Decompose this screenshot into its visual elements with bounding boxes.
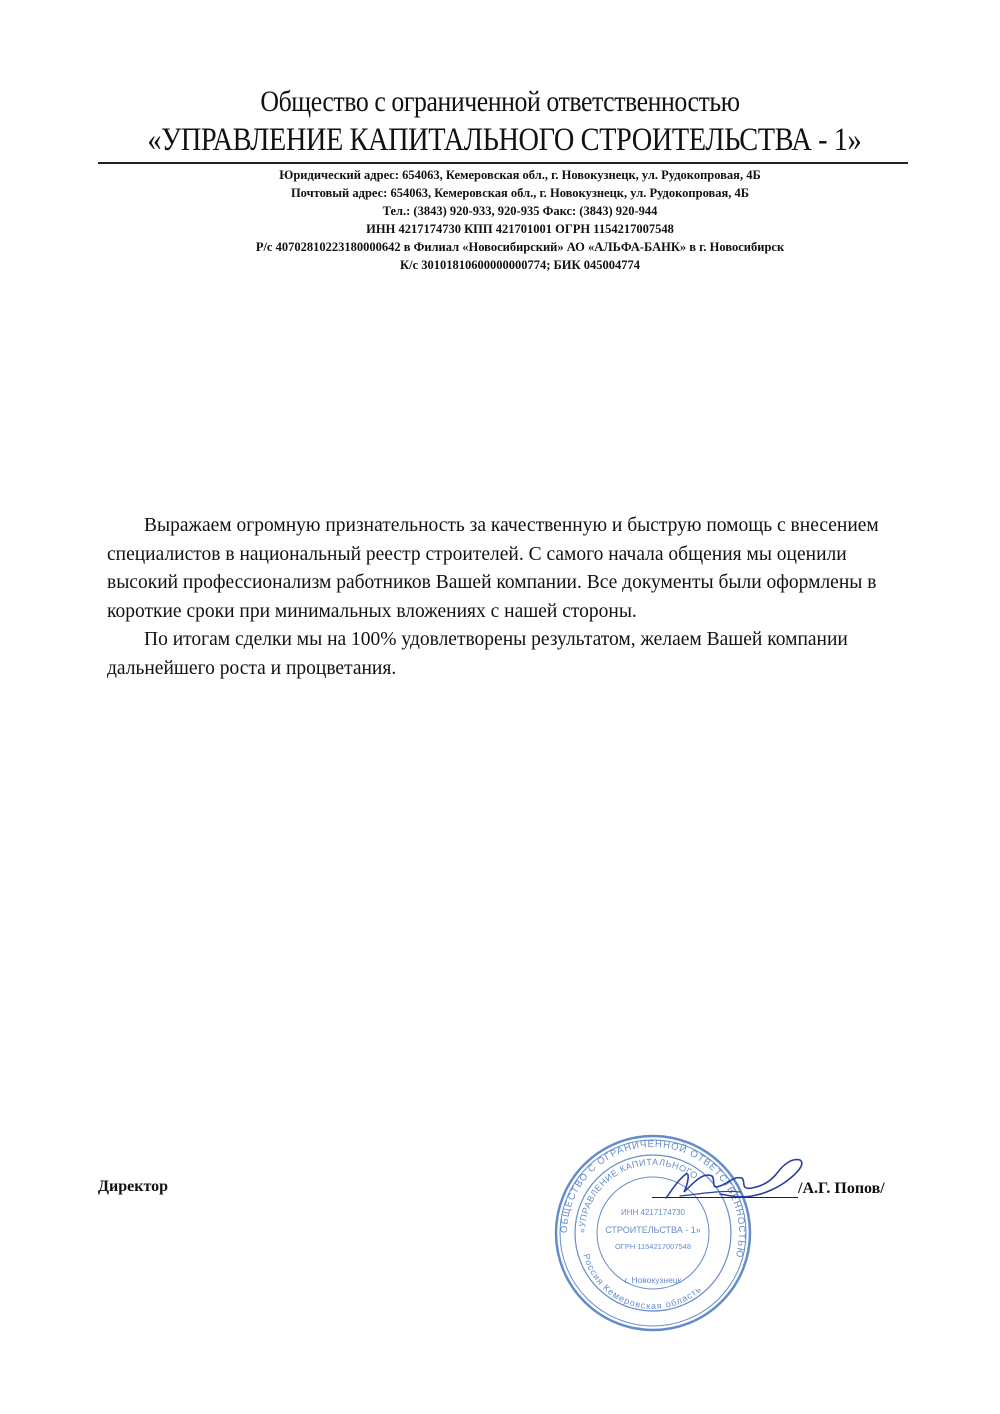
legal-address: Юридический адрес: 654063, Кемеровская обл., г. Новокузнецк, ул. Рудокопровая, 4Б [279,168,761,182]
stamp-ogrn: ОГРН 1154217007548 [614,1242,692,1251]
director-title: Директор [98,1178,168,1195]
phone-fax: Тел.: (3843) 920-933, 920-935 Факс: (3843) 920-944 [382,204,658,218]
letter-paragraph-2: По итогам сделки мы на 100% удовлетворены результатом, желаем Вашей компании дальнейшего роста и процветания. [107,629,848,679]
stamp-name-line: СТРОИТЕЛЬСТВА - 1» [605,1225,701,1235]
letterhead-divider [98,162,908,164]
stamp-city: г. Новокузнецк [624,1275,682,1285]
postal-address: Почтовый адрес: 654063, Кемеровская обл., г. Новокузнецк, ул. Рудокопровая, 4Б [290,186,750,200]
tax-ids: ИНН 4217174730 КПП 421701001 ОГРН 1154217007548 [366,222,674,236]
letterhead [90,84,910,160]
company-name-title: «УПРАВЛЕНИЕ КАПИТАЛЬНОГО СТРОИТЕЛЬСТВА - 1» [147,122,862,158]
company-form-title: Общество с ограниченной ответственностью [260,85,740,118]
bank-account: Р/с 40702810223180000642 в Филиал «Новосибирский» АО «АЛЬФА-БАНК» в г. Новосибирск [255,240,785,254]
company-requisites [120,166,920,274]
stamp-middle-text: «УПРАВЛЕНИЕ КАПИТАЛЬНОГО [576,1156,700,1234]
handwritten-signature [660,1150,820,1210]
stamp-inn: ИНН 4217174730 [620,1208,686,1217]
stamp-region-text: Россия Кемеровская область [581,1252,704,1312]
letter-body [107,512,907,683]
director-name: /А.Г. Попов/ [798,1180,885,1197]
letter-paragraph-1: Выражаем огромную признательность за качественную и быструю помощь с внесением специалистов в национальный реестр строителей. С самого начала общения мы оценили высокий профессионализм работников Вашей компании. Все документы были оформлены в короткие сроки при минимальных вложениях с нашей стороны. [107,515,879,622]
correspondent-account: К/с 30101810600000000774; БИК 045004774 [400,258,640,272]
stamp-outer-text: ОБЩЕСТВО С ОГРАНИЧЕННОЙ ОТВЕТСТВЕННОСТЬЮ [558,1138,748,1260]
